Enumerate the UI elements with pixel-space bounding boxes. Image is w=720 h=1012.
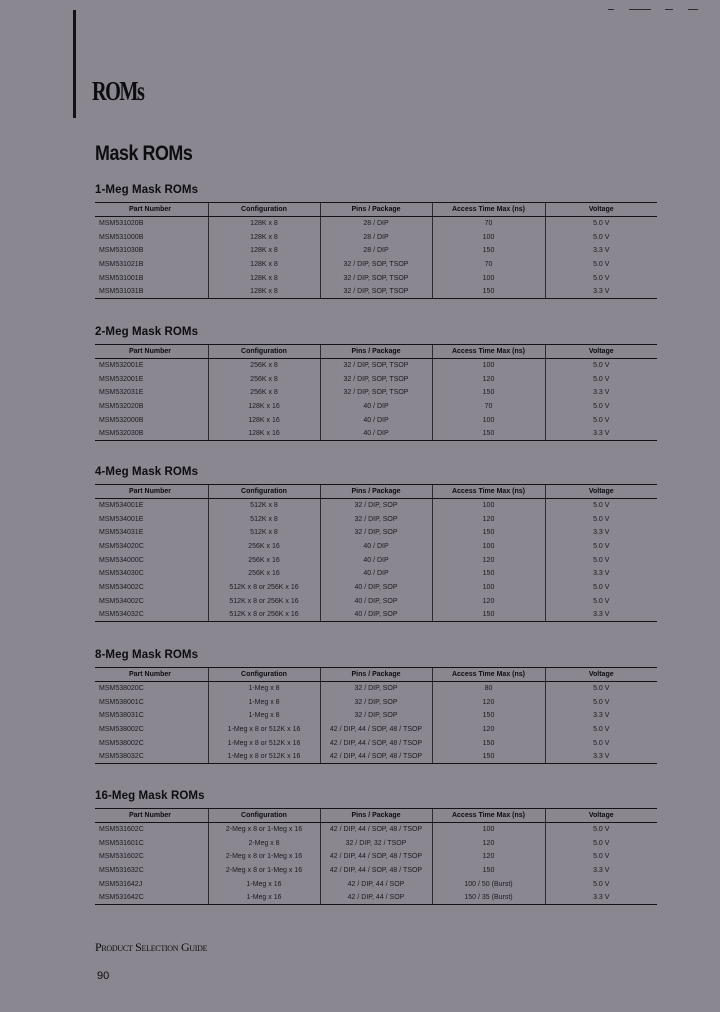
table-cell: 70 (432, 258, 545, 272)
table-cell: 100 (432, 581, 545, 595)
table-cell: 32 / DIP, SOP (320, 695, 432, 709)
column-header: Pins / Package (320, 809, 432, 823)
group-title: 8-Meg Mask ROMs (95, 649, 199, 661)
table-cell: 5.0 V (545, 271, 657, 285)
column-header: Access Time Max (ns) (432, 809, 545, 823)
table-cell: 256K x 16 (208, 567, 320, 581)
table-row (95, 836, 657, 850)
table-cell: MSM538020C (99, 685, 144, 693)
table-cell: MSM538002C (99, 725, 144, 733)
table-cell: 42 / DIP, 44 / SOP, 48 / TSOP (320, 864, 432, 878)
table-cell: 120 (432, 372, 545, 386)
table-cell: 40 / DIP, SOP (320, 581, 432, 595)
table-cell: MSM534001E (99, 502, 144, 510)
table-cell: 256K x 8 (208, 359, 320, 373)
table-cell: 32 / DIP, SOP (320, 709, 432, 723)
group-title: 16-Meg Mask ROMs (95, 790, 205, 802)
table-cell: MSM531000B (99, 233, 144, 241)
table-cell: MSM532001E (99, 362, 144, 370)
table-cell: 32 / DIP, SOP (320, 512, 432, 526)
table-cell: 5.0 V (545, 540, 657, 554)
table-cell: 3.3 V (545, 891, 657, 905)
table-cell: 70 (432, 400, 545, 414)
table-cell: 256K x 16 (208, 553, 320, 567)
table-cell: 42 / DIP, 44 / SOP (320, 891, 432, 905)
table-cell: 3.3 V (545, 709, 657, 723)
table-cell: 40 / DIP (320, 400, 432, 414)
rom-table (95, 667, 657, 764)
table-cell: MSM534030C (99, 570, 144, 578)
table-row (95, 695, 657, 709)
table-row (95, 736, 657, 750)
rom-group (95, 648, 657, 764)
table-cell: MSM534002C (99, 583, 144, 591)
table-row (95, 359, 657, 373)
table-cell: 42 / DIP, 44 / SOP, 48 / TSOP (320, 736, 432, 750)
table-row (95, 526, 657, 540)
table-cell: MSM531021B (99, 260, 144, 268)
table-cell: 150 (432, 864, 545, 878)
table-cell: 128K x 16 (208, 413, 320, 427)
table-cell: MSM534001E (99, 515, 144, 523)
table-cell: 40 / DIP, SOP (320, 594, 432, 608)
column-header: Part Number (95, 485, 208, 499)
table-cell: 120 (432, 594, 545, 608)
table-cell: MSM531602C (99, 853, 144, 861)
table-cell: 150 (432, 427, 545, 441)
table-row (95, 400, 657, 414)
table-cell: 1-Meg x 8 (208, 682, 320, 696)
table-cell: 5.0 V (545, 553, 657, 567)
table-row (95, 823, 657, 837)
column-header: Voltage (545, 485, 657, 499)
table-cell: 128K x 8 (208, 258, 320, 272)
table-cell: MSM531001B (99, 274, 144, 282)
column-header: Voltage (545, 668, 657, 682)
table-cell: 512K x 8 (208, 499, 320, 513)
table-cell: 100 (432, 823, 545, 837)
table-cell: MSM531030B (99, 247, 144, 255)
top-dashes (608, 9, 698, 11)
rom-table (95, 344, 657, 441)
table-cell: 5.0 V (545, 723, 657, 737)
table-cell: 3.3 V (545, 864, 657, 878)
table-cell: 32 / DIP, SOP, TSOP (320, 372, 432, 386)
table-cell: MSM531020B (99, 220, 144, 228)
table-row (95, 427, 657, 441)
table-cell: 5.0 V (545, 413, 657, 427)
header-row (95, 485, 657, 499)
table-cell: 40 / DIP, SOP (320, 608, 432, 622)
table-cell: 1-Meg x 8 (208, 709, 320, 723)
table-cell: 256K x 8 (208, 386, 320, 400)
table-cell: 3.3 V (545, 244, 657, 258)
table-cell: 120 (432, 512, 545, 526)
table-cell: 100 (432, 413, 545, 427)
table-cell: 100 (432, 230, 545, 244)
table-cell: 512K x 8 (208, 526, 320, 540)
table-cell: 42 / DIP, 44 / SOP (320, 877, 432, 891)
table-cell: 5.0 V (545, 850, 657, 864)
table-cell: 150 (432, 709, 545, 723)
table-cell: 28 / DIP (320, 244, 432, 258)
table-cell: 256K x 16 (208, 540, 320, 554)
table-row (95, 723, 657, 737)
table-cell: 1-Meg x 16 (208, 891, 320, 905)
rom-group (95, 789, 657, 905)
table-cell: 3.3 V (545, 750, 657, 764)
table-cell: 32 / DIP, SOP (320, 526, 432, 540)
table-cell: 5.0 V (545, 400, 657, 414)
table-cell: 150 (432, 244, 545, 258)
table-cell: 5.0 V (545, 736, 657, 750)
table-cell: 32 / DIP, SOP (320, 499, 432, 513)
table-cell: 150 (432, 285, 545, 299)
table-row (95, 581, 657, 595)
table-cell: 1-Meg x 8 or 512K x 16 (208, 736, 320, 750)
table-cell: 150 (432, 526, 545, 540)
table-cell: 2-Meg x 8 or 1-Meg x 16 (208, 823, 320, 837)
table-row (95, 499, 657, 513)
table-cell: 512K x 8 or 256K x 16 (208, 608, 320, 622)
table-cell: 5.0 V (545, 258, 657, 272)
table-cell: 28 / DIP (320, 230, 432, 244)
table-cell: 3.3 V (545, 567, 657, 581)
table-cell: 2-Meg x 8 or 1-Meg x 16 (208, 864, 320, 878)
table-cell: 150 / 35 (Burst) (432, 891, 545, 905)
table-cell: 120 (432, 695, 545, 709)
page-title: Mask ROMs (95, 142, 193, 165)
table-cell: 5.0 V (545, 695, 657, 709)
table-cell: 40 / DIP (320, 427, 432, 441)
table-cell: MSM531602C (99, 826, 144, 834)
table-cell: 128K x 16 (208, 400, 320, 414)
table-cell: 128K x 16 (208, 427, 320, 441)
section-title: ROMs (92, 76, 144, 106)
rom-table (95, 484, 657, 622)
table-cell: 128K x 8 (208, 230, 320, 244)
table-cell: 40 / DIP (320, 567, 432, 581)
header-row (95, 203, 657, 217)
table-cell: 32 / DIP, SOP, TSOP (320, 285, 432, 299)
group-title: 1-Meg Mask ROMs (95, 184, 199, 196)
table-row (95, 271, 657, 285)
header-row (95, 345, 657, 359)
rom-group (95, 465, 657, 622)
table-cell: 120 (432, 553, 545, 567)
table-row (95, 285, 657, 299)
table-row (95, 540, 657, 554)
table-cell: MSM534002C (99, 597, 144, 605)
column-header: Pins / Package (320, 485, 432, 499)
table-cell: MSM534032C (95, 608, 208, 622)
column-header: Configuration (208, 809, 320, 823)
column-header: Pins / Package (320, 345, 432, 359)
column-header: Configuration (208, 668, 320, 682)
table-cell: MSM538001C (99, 698, 144, 706)
table-cell: 40 / DIP (320, 540, 432, 554)
table-row (95, 850, 657, 864)
table-cell: 512K x 8 or 256K x 16 (208, 581, 320, 595)
table-cell: 5.0 V (545, 594, 657, 608)
table-cell: 42 / DIP, 44 / SOP, 48 / TSOP (320, 750, 432, 764)
table-cell: MSM532001E (99, 375, 144, 383)
table-cell: 100 (432, 359, 545, 373)
table-row (95, 244, 657, 258)
table-cell: 1-Meg x 8 or 512K x 16 (208, 750, 320, 764)
table-row (95, 553, 657, 567)
table-row (95, 682, 657, 696)
table-cell: 256K x 8 (208, 372, 320, 386)
table-cell: MSM532030B (95, 427, 208, 441)
table-cell: 70 (432, 217, 545, 231)
table-cell: 128K x 8 (208, 244, 320, 258)
table-cell: MSM538032C (95, 750, 208, 764)
table-row (95, 258, 657, 272)
column-header: Part Number (95, 203, 208, 217)
table-cell: 5.0 V (545, 499, 657, 513)
table-cell: MSM534020C (99, 542, 144, 550)
table-cell: 5.0 V (545, 823, 657, 837)
table-cell: 1-Meg x 8 (208, 695, 320, 709)
table-cell: 42 / DIP, 44 / SOP, 48 / TSOP (320, 723, 432, 737)
column-header: Access Time Max (ns) (432, 485, 545, 499)
column-header: Part Number (95, 668, 208, 682)
table-cell: 5.0 V (545, 877, 657, 891)
table-cell: 5.0 V (545, 359, 657, 373)
table-cell: 5.0 V (545, 581, 657, 595)
table-cell: MSM534000C (99, 556, 144, 564)
table-row (95, 864, 657, 878)
rom-group (95, 325, 657, 441)
table-cell: 32 / DIP, SOP (320, 682, 432, 696)
table-cell: MSM531642J (99, 880, 143, 888)
table-cell: 28 / DIP (320, 217, 432, 231)
table-cell: 3.3 V (545, 608, 657, 622)
table-cell: 2-Meg x 8 or 1-Meg x 16 (208, 850, 320, 864)
table-row (95, 709, 657, 723)
table-cell: MSM531632C (99, 866, 144, 874)
table-cell: MSM532000B (99, 416, 144, 424)
table-cell: 5.0 V (545, 682, 657, 696)
table-cell: 120 (432, 723, 545, 737)
table-row (95, 512, 657, 526)
table-cell: 120 (432, 850, 545, 864)
table-cell: 128K x 8 (208, 217, 320, 231)
table-cell: 32 / DIP, SOP, TSOP (320, 386, 432, 400)
table-cell: 80 (432, 682, 545, 696)
table-cell: 100 (432, 499, 545, 513)
column-header: Pins / Package (320, 203, 432, 217)
table-cell: 5.0 V (545, 372, 657, 386)
table-cell: MSM532020B (99, 402, 144, 410)
column-header: Access Time Max (ns) (432, 203, 545, 217)
table-cell: 3.3 V (545, 285, 657, 299)
table-cell: 128K x 8 (208, 285, 320, 299)
table-cell: 32 / DIP, SOP, TSOP (320, 271, 432, 285)
table-cell: 512K x 8 (208, 512, 320, 526)
column-header: Configuration (208, 203, 320, 217)
header-row (95, 668, 657, 682)
table-cell: 512K x 8 or 256K x 16 (208, 594, 320, 608)
header-row (95, 809, 657, 823)
table-cell: MSM534031E (99, 529, 144, 537)
table-cell: 2-Meg x 8 (208, 836, 320, 850)
table-cell: MSM531031B (95, 285, 208, 299)
footer-title: Product Selection Guide (95, 940, 208, 954)
table-cell: 3.3 V (545, 386, 657, 400)
table-cell: 5.0 V (545, 230, 657, 244)
table-cell: MSM531642C (95, 891, 208, 905)
column-header: Pins / Package (320, 668, 432, 682)
table-cell: 150 (432, 750, 545, 764)
table-cell: 42 / DIP, 44 / SOP, 48 / TSOP (320, 823, 432, 837)
table-row (95, 877, 657, 891)
table-cell: 5.0 V (545, 836, 657, 850)
table-cell: 150 (432, 386, 545, 400)
table-cell: MSM538031C (99, 712, 144, 720)
table-row (95, 608, 657, 622)
table-cell: 40 / DIP (320, 553, 432, 567)
table-cell: 32 / DIP, 32 / TSOP (320, 836, 432, 850)
table-cell: MSM538002C (99, 739, 144, 747)
table-cell: 32 / DIP, SOP, TSOP (320, 258, 432, 272)
table-row (95, 386, 657, 400)
table-row (95, 372, 657, 386)
table-cell: 150 (432, 736, 545, 750)
column-header: Configuration (208, 485, 320, 499)
table-cell: 3.3 V (545, 427, 657, 441)
table-row (95, 567, 657, 581)
column-header: Voltage (545, 809, 657, 823)
table-row (95, 891, 657, 905)
table-cell: MSM532031E (99, 389, 144, 397)
rom-table (95, 202, 657, 299)
table-row (95, 217, 657, 231)
table-cell: 100 (432, 271, 545, 285)
rom-table (95, 808, 657, 905)
page-number: 90 (97, 970, 110, 982)
table-cell: 1-Meg x 16 (208, 877, 320, 891)
column-header: Voltage (545, 345, 657, 359)
column-header: Configuration (208, 345, 320, 359)
table-cell: 128K x 8 (208, 271, 320, 285)
column-header: Access Time Max (ns) (432, 668, 545, 682)
column-header: Part Number (95, 345, 208, 359)
table-row (95, 594, 657, 608)
table-row (95, 413, 657, 427)
table-cell: 40 / DIP (320, 413, 432, 427)
table-cell: 5.0 V (545, 217, 657, 231)
table-cell: 150 (432, 567, 545, 581)
column-header: Voltage (545, 203, 657, 217)
table-cell: 5.0 V (545, 512, 657, 526)
table-cell: MSM531601C (99, 839, 144, 847)
group-title: 2-Meg Mask ROMs (95, 326, 199, 338)
table-cell: 120 (432, 836, 545, 850)
table-cell: 100 / 50 (Burst) (432, 877, 545, 891)
table-cell: 150 (432, 608, 545, 622)
table-cell: 100 (432, 540, 545, 554)
column-header: Access Time Max (ns) (432, 345, 545, 359)
group-title: 4-Meg Mask ROMs (95, 466, 199, 478)
rom-group (95, 183, 657, 299)
table-cell: 1-Meg x 8 or 512K x 16 (208, 723, 320, 737)
column-header: Part Number (95, 809, 208, 823)
table-cell: 32 / DIP, SOP, TSOP (320, 359, 432, 373)
table-row (95, 230, 657, 244)
table-cell: 42 / DIP, 44 / SOP, 48 / TSOP (320, 850, 432, 864)
table-row (95, 750, 657, 764)
table-cell: 3.3 V (545, 526, 657, 540)
side-rule (73, 10, 76, 118)
